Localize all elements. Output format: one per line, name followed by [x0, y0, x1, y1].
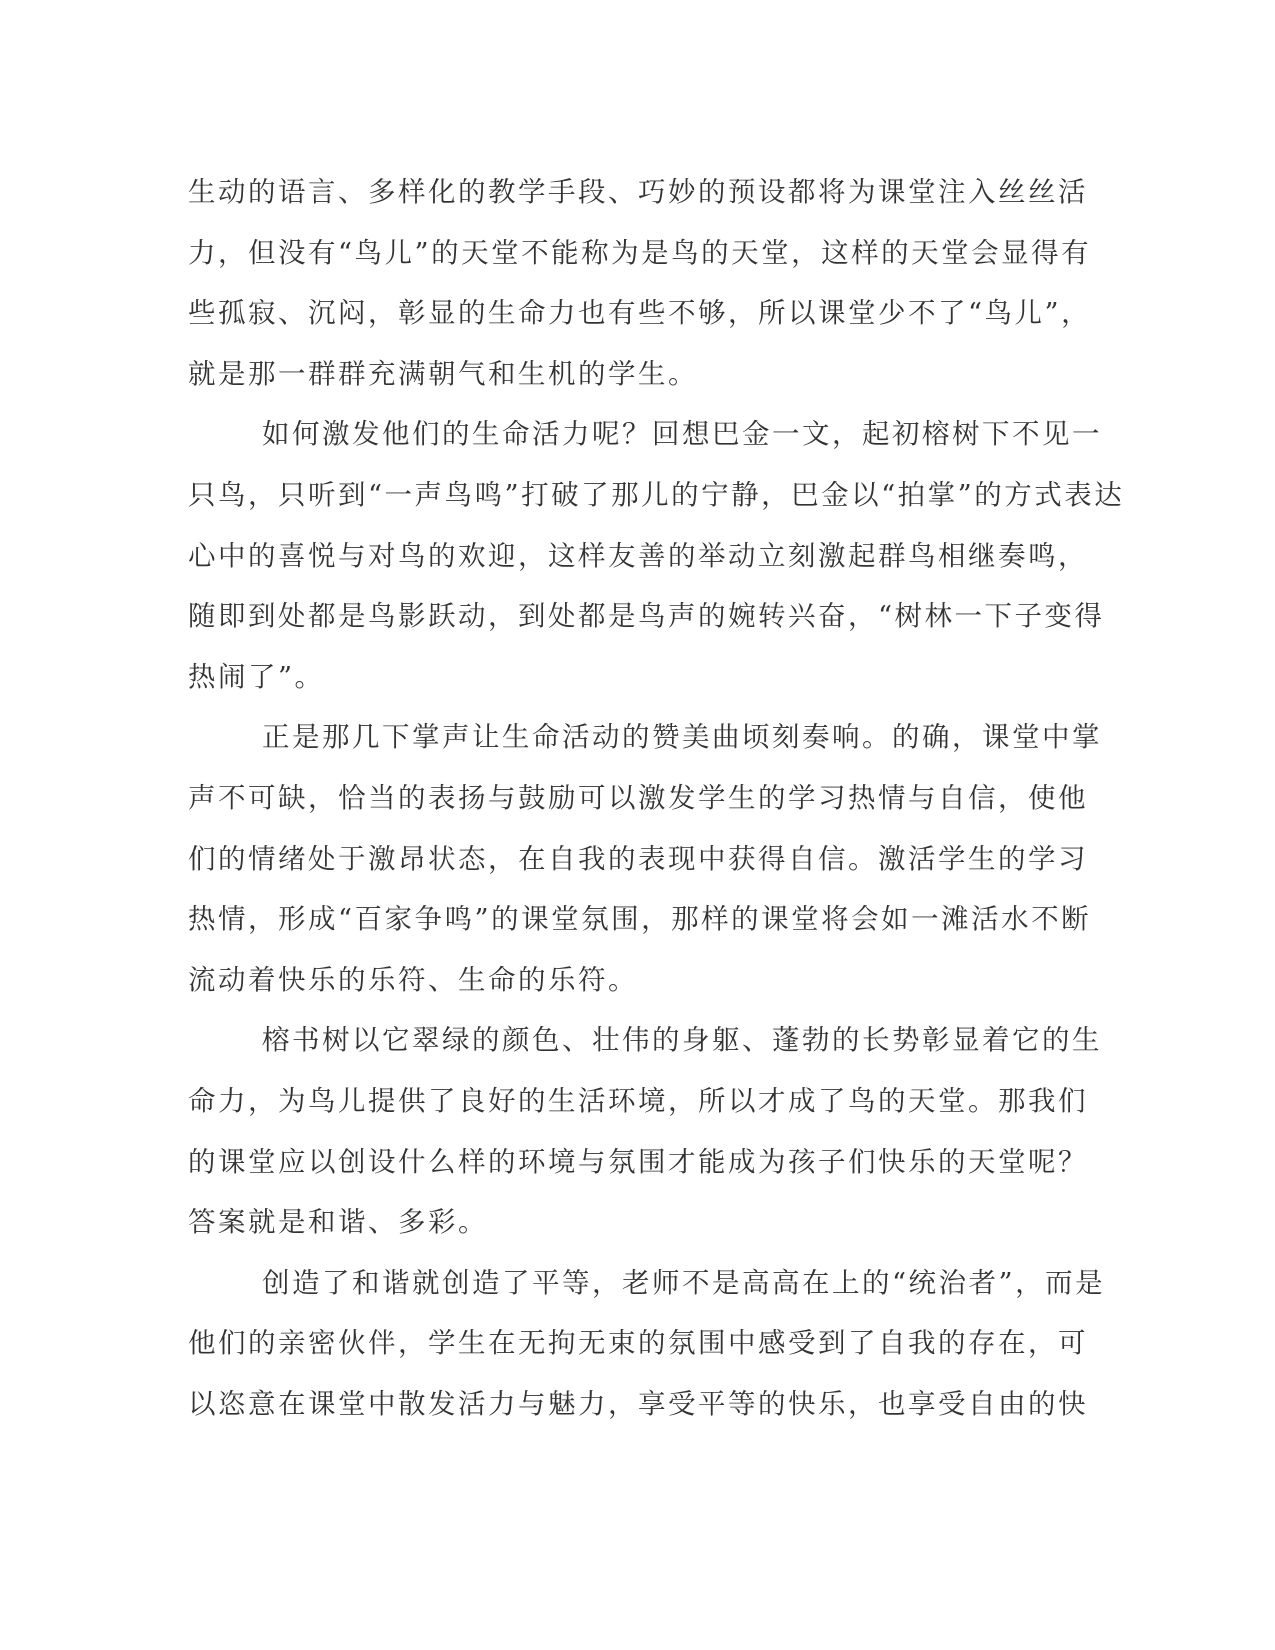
text-line: 以恣意在课堂中散发活力与魅力，享受平等的快乐，也享受自由的快 [188, 1387, 1088, 1420]
text-line: 力，但没有“鸟儿”的天堂不能称为是鸟的天堂，这样的天堂会显得有 [188, 236, 1092, 269]
text-line: 们的情绪处于激昂状态，在自我的表现中获得自信。激活学生的学习 [188, 842, 1088, 875]
text-line: 热闹了”。 [188, 660, 325, 693]
text-line: 流动着快乐的乐符、生命的乐符。 [188, 963, 638, 996]
text-line: 只鸟，只听到“一声鸟鸣”打破了那儿的宁静，巴金以“拍掌”的方式表达 [188, 478, 1125, 511]
text-line: 就是那一群群充满朝气和生机的学生。 [188, 357, 698, 390]
text-line: 命力，为鸟儿提供了良好的生活环境，所以才成了鸟的天堂。那我们 [188, 1084, 1088, 1117]
text-line: 答案就是和谐、多彩。 [188, 1206, 488, 1239]
body-text [188, 162, 1125, 1434]
paragraph-first-line: 榕书树以它翠绿的颜色、壮伟的身躯、蓬勃的长势彰显着它的生 [262, 1024, 1102, 1057]
text-line: 他们的亲密伙伴，学生在无拘无束的氛围中感受到了自我的存在，可 [188, 1327, 1088, 1360]
text-line: 心中的喜悦与对鸟的欢迎，这样友善的举动立刻激起群鸟相继奏鸣， [188, 539, 1088, 572]
paragraph-first-line: 如何激发他们的生命活力呢？回想巴金一文，起初榕树下不见一 [262, 418, 1102, 451]
paragraph-first-line: 正是那几下掌声让生命活动的赞美曲顷刻奏响。的确，课堂中掌 [262, 721, 1102, 754]
text-line: 声不可缺，恰当的表扬与鼓励可以激发学生的学习热情与自信，使他 [188, 781, 1088, 814]
text-line: 生动的语言、多样化的教学手段、巧妙的预设都将为课堂注入丝丝活 [188, 176, 1088, 208]
text-line: 的课堂应以创设什么样的环境与氛围才能成为孩子们快乐的天堂呢？ [188, 1145, 1088, 1178]
paragraph-first-line: 创造了和谐就创造了平等，老师不是高高在上的“统治者”，而是 [262, 1266, 1106, 1299]
text-line: 些孤寂、沉闷，彰显的生命力也有些不够，所以课堂少不了“鸟儿”， [188, 297, 1092, 330]
text-line: 随即到处都是鸟影跃动，到处都是鸟声的婉转兴奋，“树林一下子变得 [188, 600, 1105, 633]
text-line: 热情，形成“百家争鸣”的课堂氛围，那样的课堂将会如一滩活水不断 [188, 903, 1092, 936]
